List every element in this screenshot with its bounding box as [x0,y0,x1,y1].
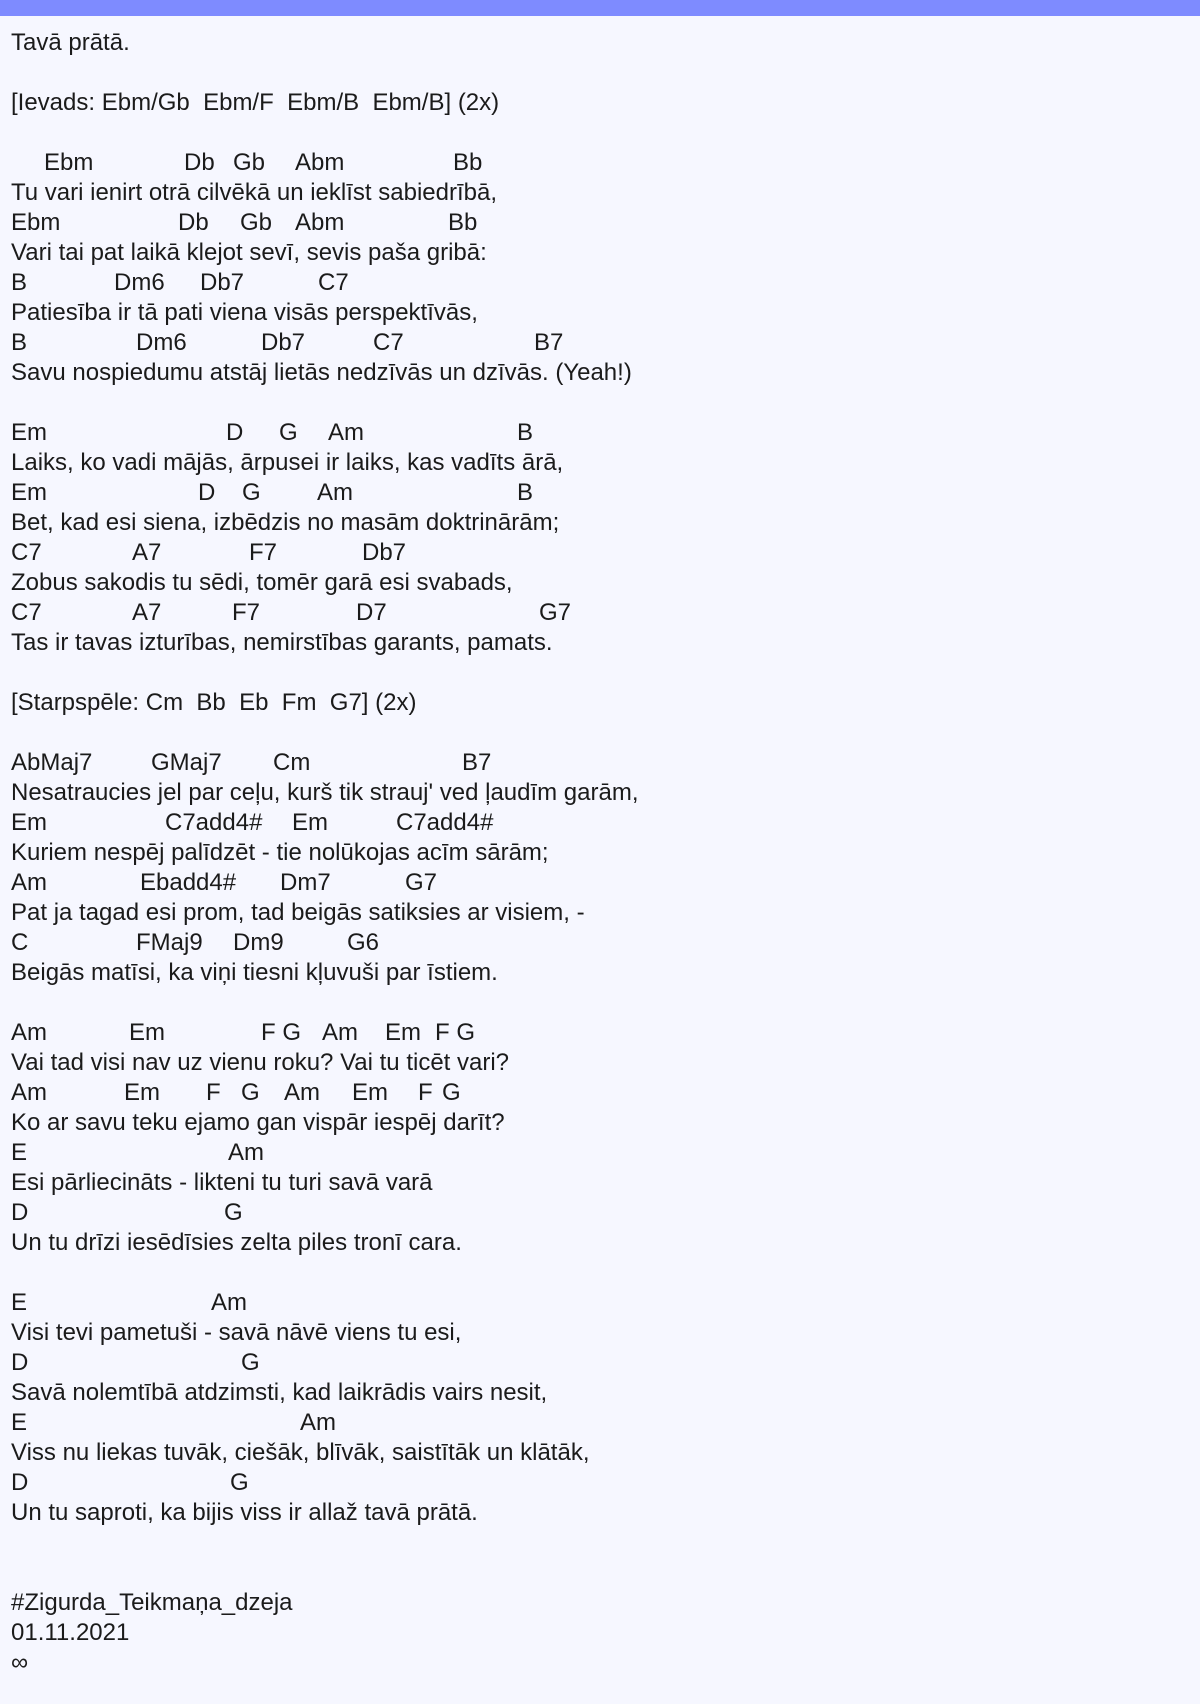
chord: B7 [462,749,492,776]
chord: Gb [233,149,266,176]
chord-line [11,1408,1191,1438]
chord: Db7 [200,269,245,296]
chord: Am [300,1409,336,1436]
lyric-line: Tas ir tavas izturības, nemirstības garants, pamats. [11,629,553,656]
chord-line [11,928,1191,958]
chord: Dm6 [136,329,187,356]
lyric-line: Vari tai pat laikā klejot sevī, sevis paša gribā: [11,239,487,266]
chord-line [11,748,1191,778]
chord: Dm6 [114,269,165,296]
chord: Am [11,1079,47,1106]
chord: D7 [356,599,387,626]
chord: G [241,1349,260,1376]
lyric-line: Laiks, ko vadi mājās, ārpusei ir laiks, kas vadīts ārā, [11,449,564,476]
chord-line [11,1288,1191,1318]
chord-line [11,418,1191,448]
chord: Bb [453,149,483,176]
date: 01.11.2021 [11,1619,130,1646]
chord: B [517,479,534,506]
chord: A7 [132,539,162,566]
chord: Db [178,209,209,236]
chord: D [198,479,216,506]
lyric-line: Un tu drīzi iesēdīsies zelta piles tronī cara. [11,1229,462,1256]
blank-line [11,988,1191,1018]
lyric-line: Zobus sakodis tu sēdi, tomēr garā esi svabads, [11,569,513,596]
chord-line [11,868,1191,898]
chord: D [11,1469,29,1496]
chord: C [11,929,29,956]
chord: C7add4# [396,809,494,836]
chord-line [11,1078,1191,1108]
lyric-line: Savā nolemtībā atdzimsti, kad laikrādis vairs nesit, [11,1379,548,1406]
chord: F7 [249,539,278,566]
blank-line [11,118,1191,148]
chord-line [11,1348,1191,1378]
chord: Abm [295,149,345,176]
chord-line [11,808,1191,838]
chord: F G [435,1019,475,1046]
chord: E [11,1409,28,1436]
intro-line: [Ievads: Ebm/Gb Ebm/F Ebm/B Ebm/B] (2x) [11,89,500,116]
chord-line [11,598,1191,628]
chord: G7 [539,599,572,626]
chord: Dm7 [280,869,331,896]
chord: Em [124,1079,160,1106]
chord-line [11,1468,1191,1498]
chord: Em [129,1019,165,1046]
chord: Db [184,149,215,176]
chord: C7 [373,329,404,356]
chord: Am [11,869,47,896]
chord: Am [11,1019,47,1046]
chord-line [11,1018,1191,1048]
chord: Am [322,1019,358,1046]
chord: GMaj7 [151,749,222,776]
chord: B [11,329,28,356]
song-title: Tavā prātā. [11,29,130,56]
blank-line [11,718,1191,748]
lyric-line: Pat ja tagad esi prom, tad beigās satiksies ar visiem, - [11,899,585,926]
chord: F7 [232,599,261,626]
chord: Db7 [261,329,306,356]
chord: Bb [448,209,478,236]
lyric-line: Tu vari ienirt otrā cilvēkā un ieklīst sabiedrībā, [11,179,497,206]
chord: Em [11,479,47,506]
chord: F [206,1079,221,1106]
lyric-line: Bet, kad esi siena, izbēdzis no masām doktrinārām; [11,509,560,536]
chord: AbMaj7 [11,749,93,776]
lyric-line: Patiesība ir tā pati viena visās perspektīvās, [11,299,478,326]
chord-line [11,1198,1191,1228]
infinity-symbol: ∞ [11,1649,29,1676]
chord: Ebm [11,209,61,236]
chord-line [11,328,1191,358]
chord: G [279,419,298,446]
chord: C7 [318,269,349,296]
chord-line [11,148,1191,178]
chord: Em [385,1019,421,1046]
chord: Dm9 [233,929,284,956]
chord: G [241,1079,260,1106]
chord: D [11,1349,29,1376]
chord: E [11,1289,28,1316]
chord: Am [211,1289,247,1316]
chord: B7 [534,329,564,356]
top-accent-bar [0,0,1200,16]
chord: Ebadd4# [140,869,237,896]
lyric-line: Esi pārliecināts - likteni tu turi savā varā [11,1169,433,1196]
chord: C7 [11,599,42,626]
chord: D [226,419,244,446]
chord: Abm [295,209,345,236]
song-document [11,28,1191,1678]
hashtag[interactable]: #Zigurda_Teikmaņa_dzeja [11,1589,293,1616]
chord: F G [261,1019,301,1046]
chord: G [242,479,261,506]
chord: Am [228,1139,264,1166]
chord-line [11,268,1191,298]
chord: FMaj9 [136,929,203,956]
interlude-line: [Starpspēle: Cm Bb Eb Fm G7] (2x) [11,689,417,716]
lyric-line: Ko ar savu teku ejamo gan vispār iespēj darīt? [11,1109,505,1136]
chord: Em [11,419,47,446]
chord: B [11,269,28,296]
chord: Db7 [362,539,407,566]
chord-line [11,478,1191,508]
chord: B [517,419,534,446]
lyric-line: Kuriem nespēj palīdzēt - tie nolūkojas acīm sārām; [11,839,549,866]
chord-line [11,208,1191,238]
chord: E [11,1139,28,1166]
chord: C7add4# [165,809,263,836]
chord: A7 [132,599,162,626]
chord: G [442,1079,461,1106]
lyric-line: Viss nu liekas tuvāk, ciešāk, blīvāk, saistītāk un klātāk, [11,1439,590,1466]
chord: Cm [273,749,311,776]
chord: Am [317,479,353,506]
lyric-line: Nesatraucies jel par ceļu, kurš tik strauj' ved ļaudīm garām, [11,779,639,806]
lyric-line: Un tu saproti, ka bijis viss ir allaž tavā prātā. [11,1499,478,1526]
chord-line [11,1138,1191,1168]
chord: Em [292,809,328,836]
chord: F [418,1079,433,1106]
chord: C7 [11,539,42,566]
blank-line [11,658,1191,688]
chord: Ebm [44,149,94,176]
lyric-line: Visi tevi pametuši - savā nāvē viens tu esi, [11,1319,462,1346]
chord: G6 [347,929,380,956]
chord: G7 [405,869,438,896]
blank-line [11,1558,1191,1588]
verses-container [11,148,1191,1558]
lyric-line: Beigās matīsi, ka viņi tiesni kļuvuši par īstiem. [11,959,498,986]
lyric-line: Vai tad visi nav uz vienu roku? Vai tu ticēt vari? [11,1049,510,1076]
chord: Gb [240,209,273,236]
chord: Am [284,1079,320,1106]
chord: Em [11,809,47,836]
blank-line [11,1528,1191,1558]
chord: Am [328,419,364,446]
blank-line [11,58,1191,88]
chord: G [224,1199,243,1226]
chord: G [230,1469,249,1496]
chord: D [11,1199,29,1226]
blank-line [11,388,1191,418]
chord: Em [352,1079,388,1106]
chord-line [11,538,1191,568]
blank-line [11,1258,1191,1288]
lyric-line: Savu nospiedumu atstāj lietās nedzīvās un dzīvās. (Yeah!) [11,359,632,386]
